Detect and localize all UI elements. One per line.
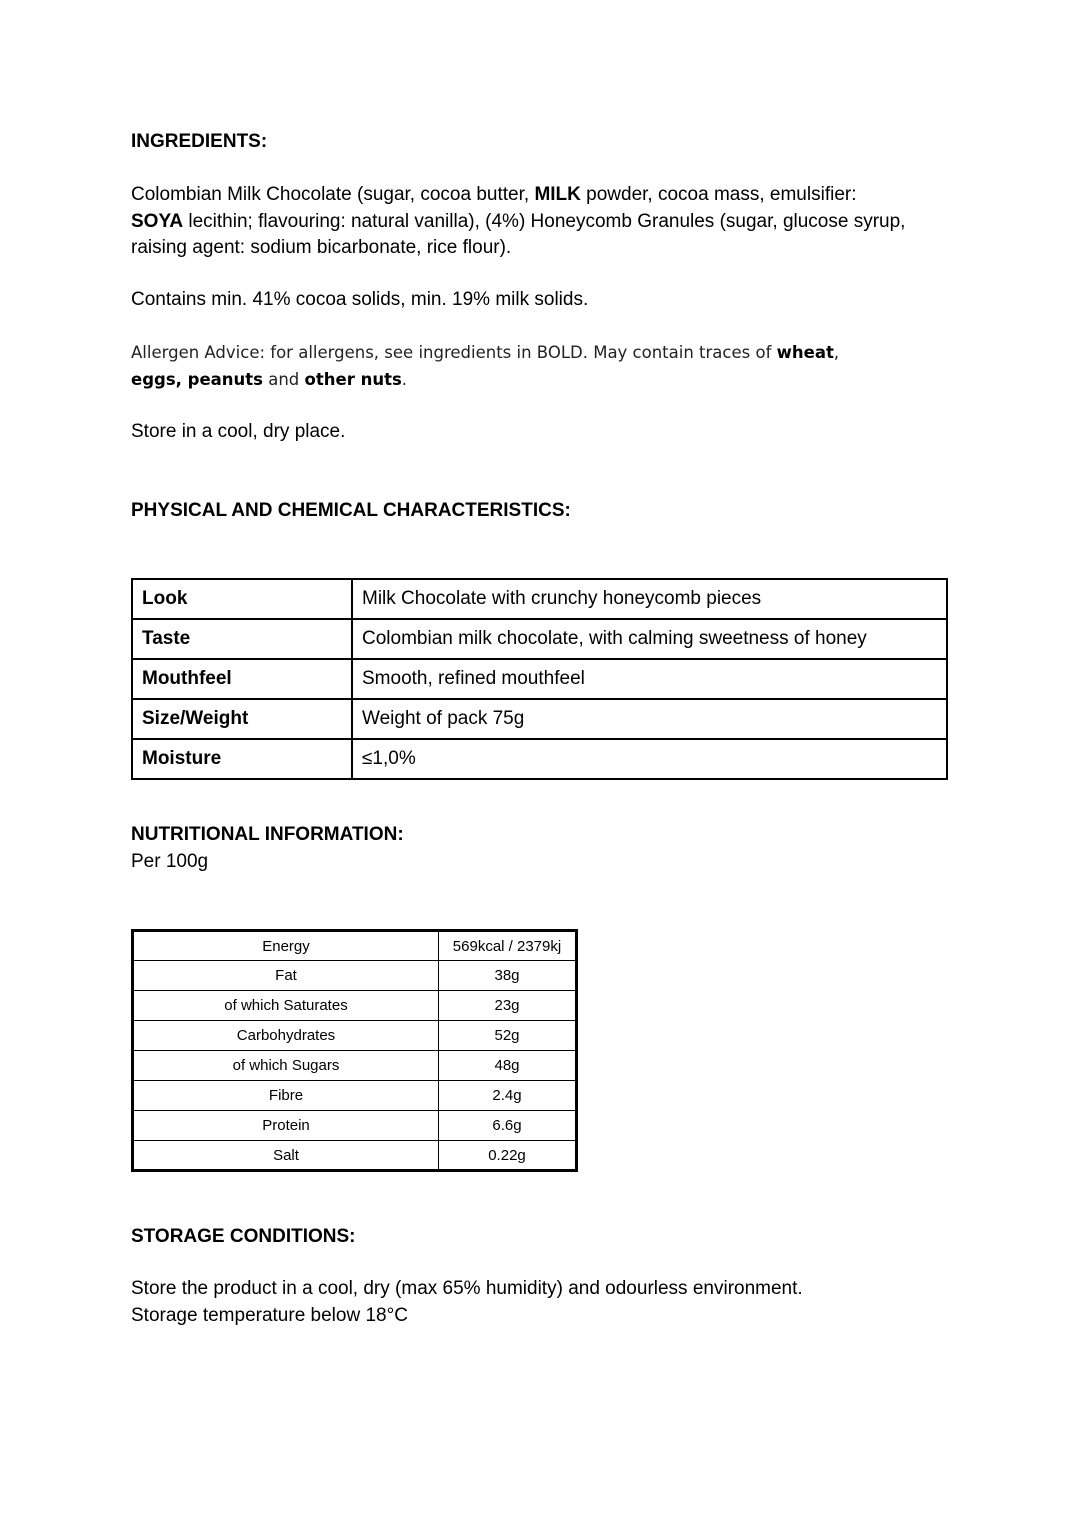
table-row	[133, 961, 577, 991]
table-row	[133, 1111, 577, 1141]
ingredients-line1-b: powder, cocoa mass, emulsifier:	[580, 184, 857, 205]
ingredients-text	[131, 182, 951, 262]
nutrient-name: Energy	[133, 931, 439, 961]
nutrient-value: 569kcal / 2379kj	[439, 931, 577, 961]
table-row	[133, 1021, 577, 1051]
nutrient-value: 0.22g	[439, 1141, 577, 1171]
nutrition-heading: NUTRITIONAL INFORMATION:	[131, 824, 404, 845]
nutrient-value: 48g	[439, 1051, 577, 1081]
physical-value: Milk Chocolate with crunchy honeycomb pieces	[352, 579, 947, 619]
nutrient-value: 52g	[439, 1021, 577, 1051]
table-row	[133, 1141, 577, 1171]
storage-line2: Storage temperature below 18°C	[131, 1305, 408, 1326]
storage-line1: Store the product in a cool, dry (max 65% humidity) and odourless environment.	[131, 1278, 803, 1299]
physical-key: Size/Weight	[132, 699, 352, 739]
table-row	[132, 699, 947, 739]
table-row	[132, 659, 947, 699]
table-row	[132, 579, 947, 619]
physical-key: Look	[132, 579, 352, 619]
nutrient-value: 2.4g	[439, 1081, 577, 1111]
nutrition-per: Per 100g	[131, 851, 209, 872]
allergen-milk: MILK	[534, 184, 581, 205]
table-row	[132, 619, 947, 659]
ingredients-line2: lecithin; flavouring: natural vanilla), (4%) Honeycomb Granules (sugar, glucose syrup,	[183, 210, 906, 232]
physical-heading: PHYSICAL AND CHEMICAL CHARACTERISTICS:	[131, 500, 571, 521]
allergen-advice-text: Allergen Advice: for allergens, see ingredients in BOLD. May contain traces of	[131, 343, 777, 362]
nutrient-value: 23g	[439, 991, 577, 1021]
physical-value: ≤1,0%	[352, 739, 947, 779]
allergen-comma: ,	[833, 343, 840, 362]
cocoa-solids-text: Contains min. 41% cocoa solids, min. 19% milk solids.	[131, 289, 589, 310]
nutrient-name: of which Saturates	[133, 991, 439, 1021]
physical-value: Colombian milk chocolate, with calming sweetness of honey	[352, 619, 947, 659]
physical-key: Moisture	[132, 739, 352, 779]
nutrient-name: Fat	[133, 961, 439, 991]
allergen-eggs-peanuts: eggs, peanuts	[131, 369, 263, 389]
allergen-other-nuts: other nuts	[304, 369, 402, 389]
allergen-period: .	[401, 369, 408, 389]
physical-key: Taste	[132, 619, 352, 659]
table-row	[133, 1081, 577, 1111]
table-row	[133, 991, 577, 1021]
allergen-soya: SOYA	[131, 210, 184, 232]
allergen-advice	[131, 340, 951, 393]
storage-heading: STORAGE CONDITIONS:	[131, 1226, 356, 1247]
table-row	[133, 1051, 577, 1081]
physical-key: Mouthfeel	[132, 659, 352, 699]
ingredients-line1-a: Colombian Milk Chocolate (sugar, cocoa butter,	[131, 184, 535, 205]
allergen-wheat: wheat	[776, 343, 834, 362]
nutrient-name: Protein	[133, 1111, 439, 1141]
ingredients-heading: INGREDIENTS:	[131, 131, 268, 152]
physical-table	[131, 578, 948, 780]
table-row	[133, 931, 577, 961]
physical-value: Smooth, refined mouthfeel	[352, 659, 947, 699]
nutrient-name: Salt	[133, 1141, 439, 1171]
store-text: Store in a cool, dry place.	[131, 421, 346, 442]
nutrition-table	[131, 929, 578, 1172]
nutrient-name: Fibre	[133, 1081, 439, 1111]
allergen-and: and	[262, 369, 305, 389]
nutrient-name: Carbohydrates	[133, 1021, 439, 1051]
nutrient-value: 38g	[439, 961, 577, 991]
ingredients-line3: raising agent: sodium bicarbonate, rice flour).	[131, 237, 512, 258]
nutrient-name: of which Sugars	[133, 1051, 439, 1081]
table-row	[132, 739, 947, 779]
nutrient-value: 6.6g	[439, 1111, 577, 1141]
physical-value: Weight of pack 75g	[352, 699, 947, 739]
